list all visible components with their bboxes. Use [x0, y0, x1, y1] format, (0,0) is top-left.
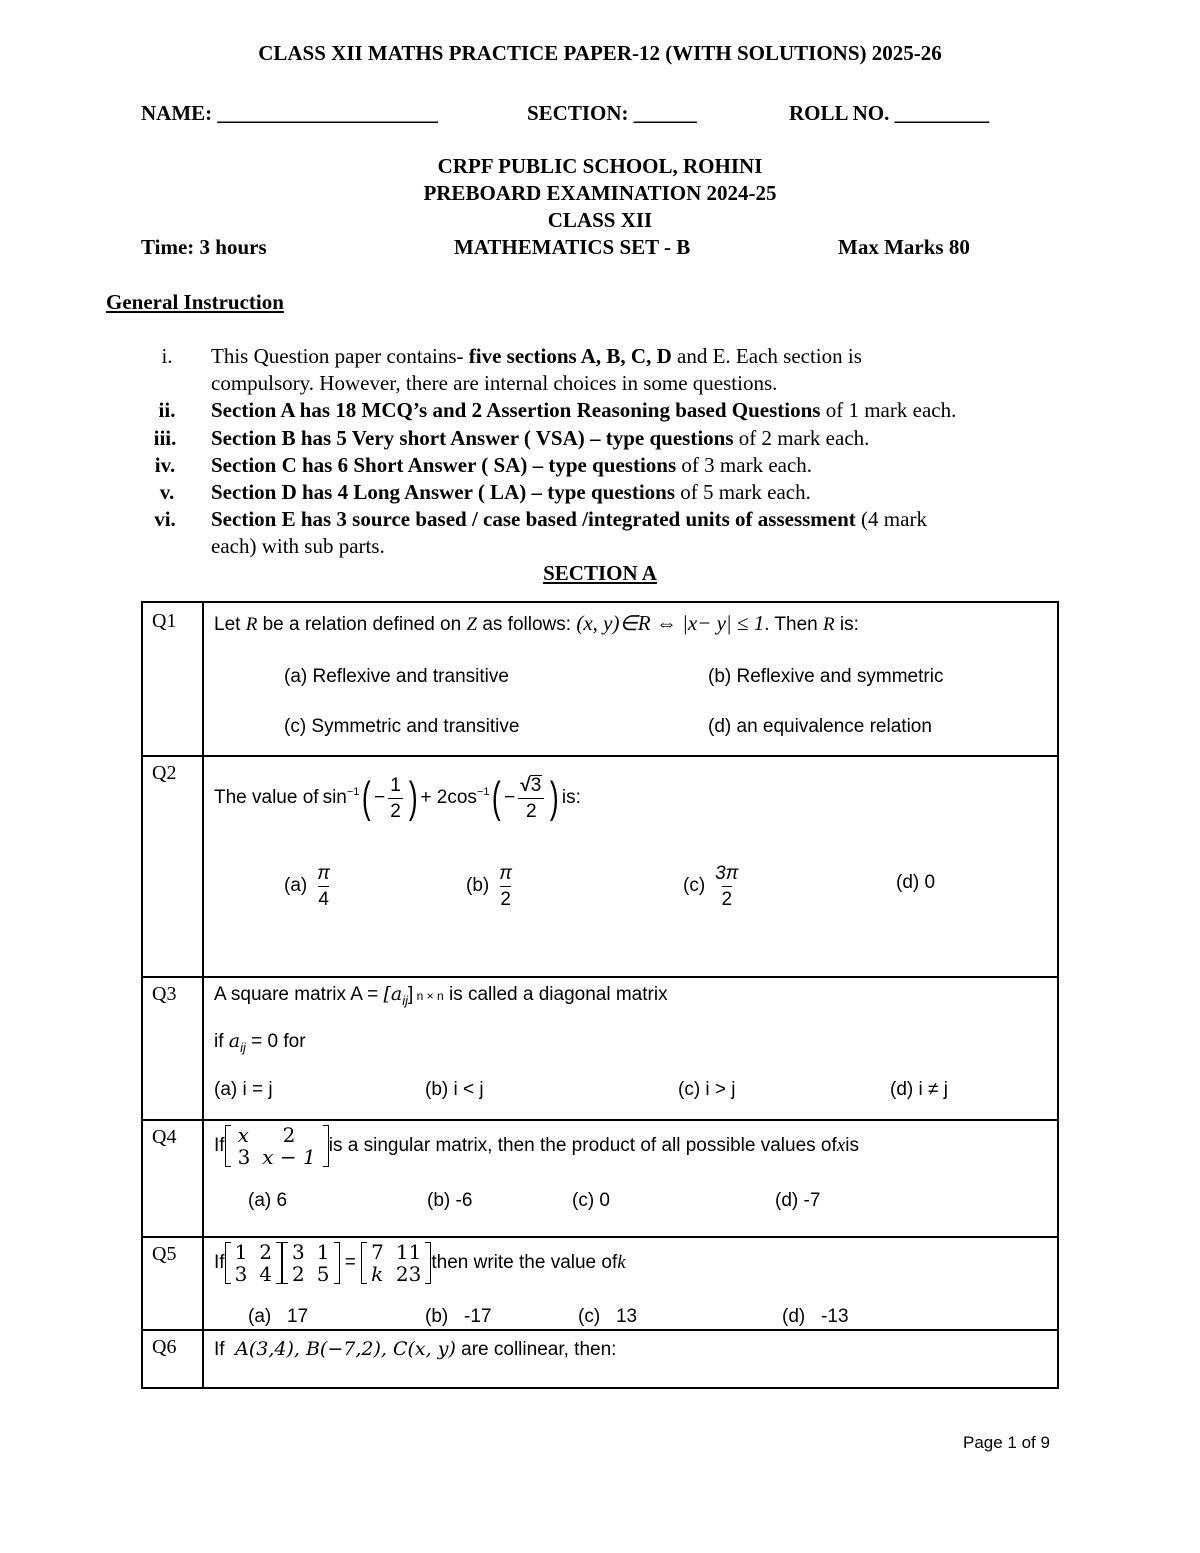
matrix: x 2 3 x − 1	[225, 1124, 329, 1168]
option-a: (a) 17	[248, 1306, 309, 1327]
option-d: (d) -13	[782, 1306, 849, 1327]
instruction-item-cont: compulsory. However, there are internal choices in some questions.	[211, 371, 778, 395]
option-d: (d) -7	[775, 1190, 821, 1211]
question-number: Q3	[152, 983, 177, 1005]
option-b: (b) Reflexive and symmetric	[708, 666, 944, 687]
question-number: Q5	[152, 1243, 177, 1265]
question-text-cont: if $a_{ij} = 0$ for	[214, 1030, 306, 1055]
page-number: Page 1 of 9	[963, 1433, 1050, 1452]
section-title: SECTION A	[543, 561, 657, 585]
option-d: (d) 0	[896, 872, 936, 893]
subject-label: MATHEMATICS SET - B	[454, 235, 691, 259]
question-number: Q6	[152, 1336, 177, 1358]
instructions-heading: General Instruction	[106, 290, 284, 314]
question-text: The value of sin $^{-1}$ ( − $\frac{1}{2}$ ) + 2cos $^{-1}$ ( − $\frac{√3}{2}$ ) is:	[214, 773, 581, 822]
instruction-item: Section D has 4 Long Answer ( LA) – type questions of 5 mark each.	[211, 480, 811, 504]
instruction-num: iii.	[153, 426, 177, 450]
exam-name: PREBOARD EXAMINATION 2024-25	[423, 181, 777, 205]
option-d: (d) an equivalence relation	[708, 716, 932, 737]
option-c: (c) 13	[578, 1306, 638, 1327]
instruction-num: iv.	[154, 453, 176, 477]
option-a: (a) i = j	[214, 1079, 273, 1100]
instruction-item: Section A has 18 MCQ’s and 2 Assertion Reasoning based Questions of 1 mark each.	[211, 398, 957, 422]
option-b: (b) -6	[427, 1190, 473, 1211]
question-number: Q1	[152, 610, 177, 632]
instruction-num: i.	[161, 344, 173, 368]
time-label: Time: 3 hours	[141, 235, 267, 259]
option-b: (b) $\frac{\pi}{2}$	[466, 862, 512, 910]
question-number: Q2	[152, 762, 177, 784]
option-a: (a) 6	[248, 1190, 288, 1211]
instruction-num: vi.	[154, 507, 176, 531]
instruction-item: Section E has 3 source based / case based /integrated units of assessment (4 mark	[211, 507, 927, 531]
option-c: (c) Symmetric and transitive	[284, 716, 520, 737]
option-a: (a) $\frac{\pi}{4}$	[284, 862, 330, 910]
option-c: (c) $\frac{3\pi}{2}$	[683, 862, 739, 910]
question-number: Q4	[152, 1126, 177, 1148]
question-text: A square matrix $A = [a_{ij}] n \times n$ is called a diagonal matrix	[214, 983, 668, 1008]
question-text: If x 2 3 x − 1 is a singular matrix, then the product of all possible values of x is	[214, 1123, 859, 1169]
instruction-num: ii.	[158, 398, 176, 422]
matrix: 7 11 k 23	[361, 1241, 431, 1285]
option-b: (b) i < j	[425, 1079, 484, 1100]
matrix: 3 1 2 5	[282, 1241, 339, 1285]
question-text: If A(3,4), B(−7,2), C(x, y) are collinear, then:	[214, 1338, 617, 1360]
instruction-item: This Question paper contains- five sections A, B, C, D and E. Each section is	[211, 344, 862, 368]
instruction-num: v.	[159, 480, 175, 504]
instruction-item: Section C has 6 Short Answer ( SA) – type questions of 3 mark each.	[211, 453, 813, 477]
option-b: (b) -17	[425, 1306, 492, 1327]
question-text: If 1 2 3 4 3 1 2 5 = 7 11 k 23 then write the value of k	[214, 1240, 626, 1286]
option-c: (c) 0	[572, 1190, 610, 1211]
class-name: CLASS XII	[547, 208, 653, 232]
matrix: 1 2 3 4	[225, 1241, 282, 1285]
instruction-item: Section B has 5 Very short Answer ( VSA) – type questions of 2 mark each.	[211, 426, 870, 450]
roll-field-label: ROLL NO. _________	[789, 101, 990, 125]
instruction-item-cont: each) with sub parts.	[211, 534, 385, 558]
name-field-label: NAME: _____________________	[141, 101, 438, 125]
option-a: (a) Reflexive and transitive	[284, 666, 509, 687]
school-name: CRPF PUBLIC SCHOOL, ROHINI	[437, 154, 763, 178]
option-c: (c) i > j	[678, 1079, 736, 1100]
max-marks-label: Max Marks 80	[838, 235, 970, 259]
option-d: (d) i ≠ j	[890, 1079, 948, 1100]
question-text: Let R be a relation defined on Z as follows: (x, y)∈R ⇔ |x− y| ≤ 1. Then R is:	[214, 611, 859, 635]
top-title: CLASS XII MATHS PRACTICE PAPER-12 (WITH SOLUTIONS) 2025-26	[258, 41, 942, 65]
section-field-label: SECTION: ______	[527, 101, 697, 125]
